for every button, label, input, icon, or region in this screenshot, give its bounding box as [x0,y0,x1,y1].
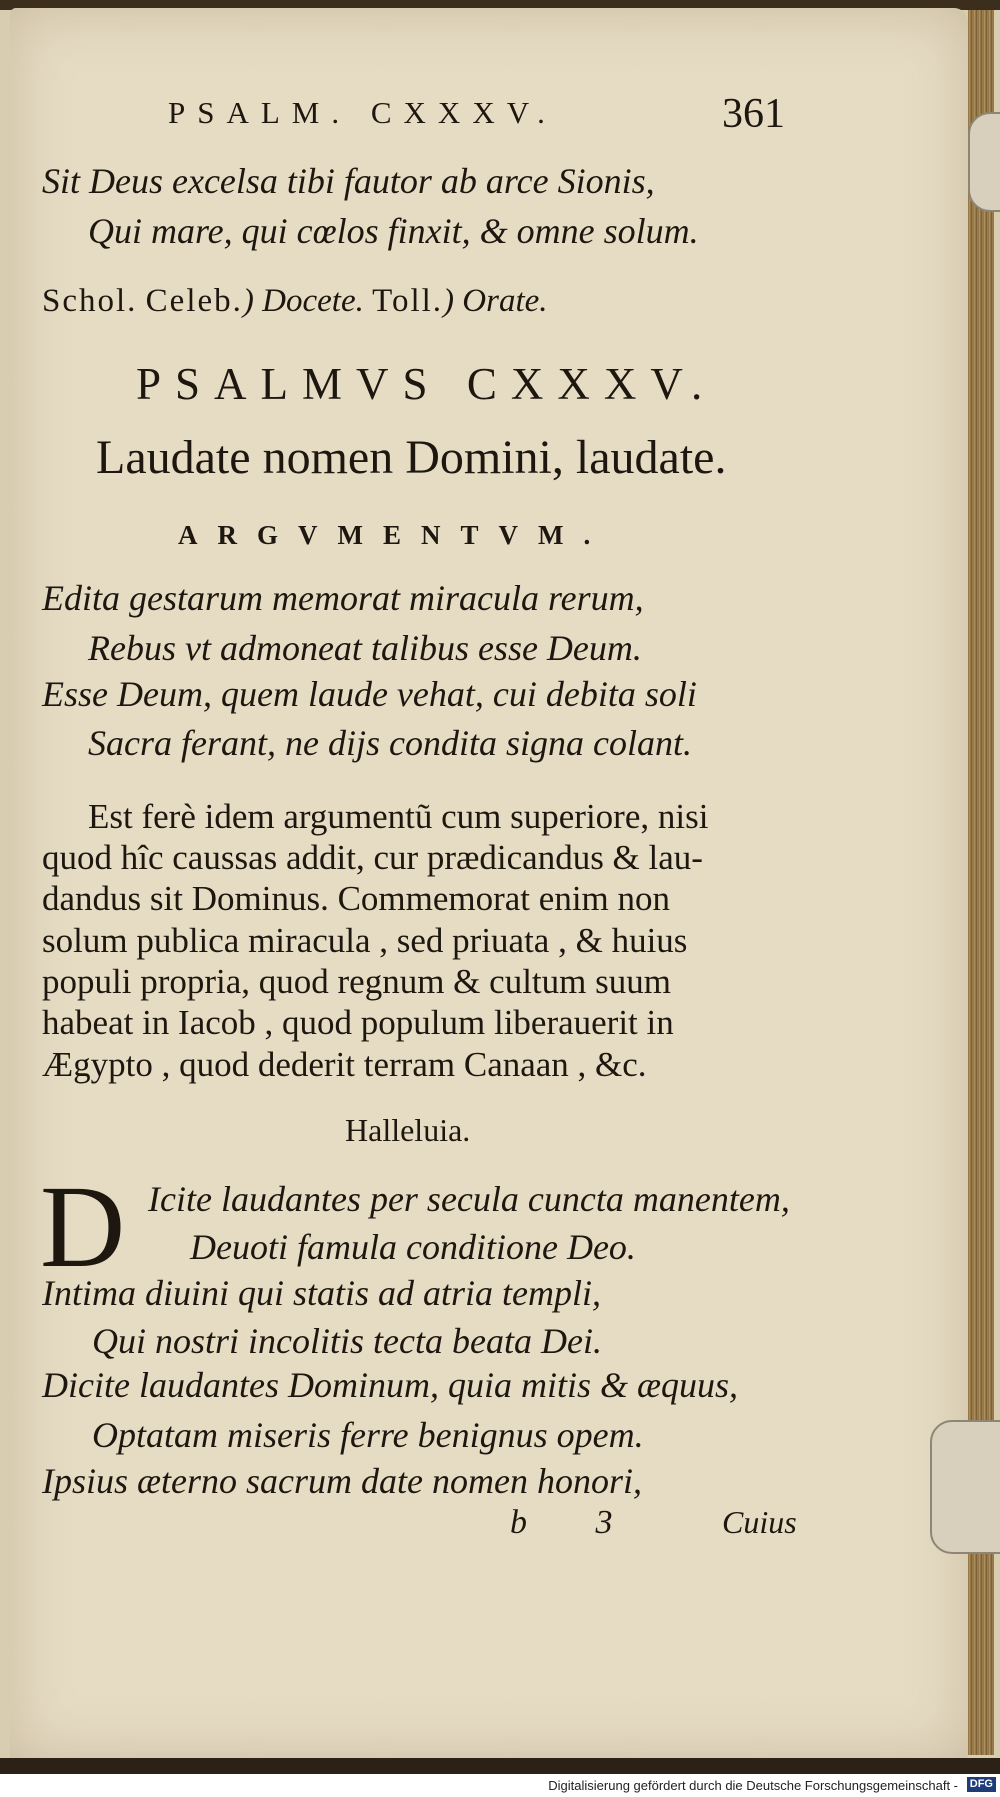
argument-heading: ARGVMENTVM. [178,520,611,550]
bottom-scan-border [0,1758,1000,1774]
argument-line: Rebus vt admoneat talibus esse Deum. [88,628,642,668]
prose-line: habeat in Iacob , quod populum liberauerit in [42,1003,674,1042]
argument-line: Esse Deum, quem laude vehat, cui debita soli [42,674,697,714]
page-number: 361 [722,91,785,137]
scholion-label: Schol. [42,283,138,319]
catchword: Cuius [722,1504,797,1540]
page-tab-marker-top [968,112,1000,212]
drop-cap: D [40,1161,126,1292]
funding-credit: Digitalisierung gefördert durch die Deutsche Forschungsgemeinschaft - [548,1778,958,1793]
dfg-logo[interactable]: DFG [967,1777,996,1792]
hymn-line: Optatam miseris ferre benignus opem. [92,1415,644,1455]
argument-line: Sacra ferant, ne dijs condita signa colant. [88,723,692,763]
psalm-title: PSALMVS CXXXV. [136,359,717,409]
closing-verse-line: Sit Deus excelsa tibi fautor ab arce Sionis, [42,161,655,201]
closing-verse-line: Qui mare, qui cœlos finxit, & omne solum. [88,211,699,251]
hymn-heading: Halleluia. [345,1112,471,1148]
hymn-line: Ipsius æterno sacrum date nomen honori, [42,1461,642,1501]
prose-line: populi propria, quod regnum & cultum suum [42,962,671,1001]
hymn-line: Icite laudantes per secula cuncta manentem, [148,1179,790,1219]
prose-line: Est ferè idem argumentũ cum superiore, nisi [88,797,709,836]
signature-mark: b 3 [510,1504,643,1541]
prose-line: quod hîc caussas addit, cur prædicandus & lau- [42,838,703,877]
running-head: PSALM. CXXXV. [168,95,557,130]
hymn-line: Deuoti famula conditione Deo. [190,1227,636,1267]
scholion-celeb: Celeb. [145,283,243,319]
digitization-footer [0,1774,1000,1797]
psalm-incipit: Laudate nomen Domini, laudate. [96,431,727,484]
scholion-orate: ) Orate. [443,283,548,319]
scholion-note [42,283,548,320]
hymn-line: Dicite laudantes Dominum, quia mitis & æquus, [42,1365,738,1405]
prose-line: dandus sit Dominus. Commemorat enim non [42,879,671,918]
hymn-line: Intima diuini qui statis ad atria templi, [42,1273,602,1313]
scholion-toll: Toll. [372,283,444,319]
scholion-docete: ) Docete. [242,283,364,319]
page-tab-marker-bottom [930,1420,1000,1554]
argument-line: Edita gestarum memorat miracula rerum, [42,578,644,618]
prose-line: Ægypto , quod dederit terram Canaan , &c. [42,1045,647,1084]
prose-line: solum publica miracula , sed priuata , & huius [42,921,688,960]
hymn-line: Qui nostri incolitis tecta beata Dei. [92,1321,602,1361]
